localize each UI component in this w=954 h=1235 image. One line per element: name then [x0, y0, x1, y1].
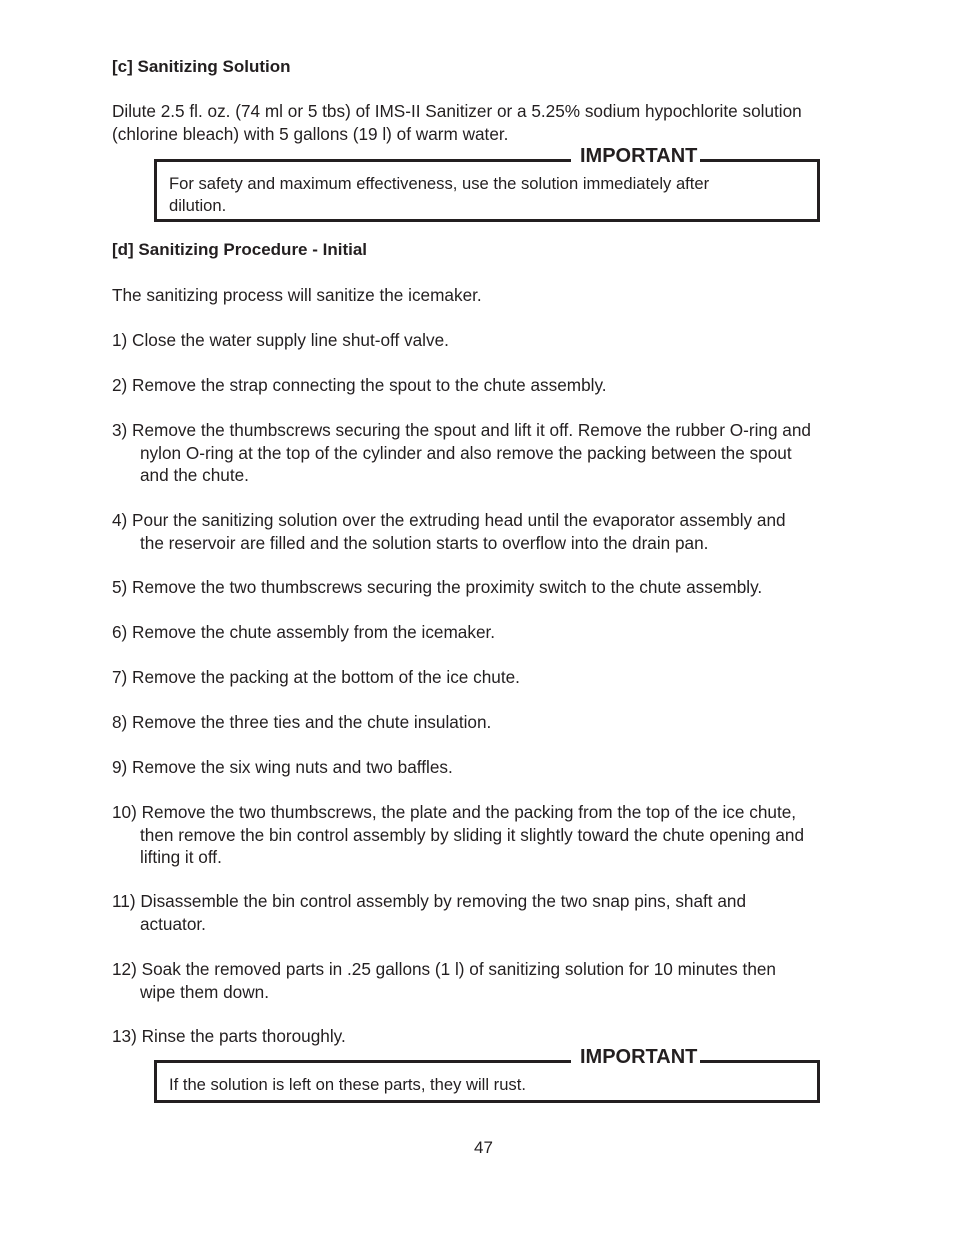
- step-line: 2) Remove the strap connecting the spout to the chute assembly.: [112, 375, 607, 395]
- step-line: and the chute.: [140, 465, 249, 485]
- step-line: 13) Rinse the parts thoroughly.: [112, 1026, 346, 1046]
- section-c-paragraph: [112, 100, 802, 145]
- step-line: 8) Remove the three ties and the chute insulation.: [112, 712, 492, 732]
- step-line: 6) Remove the chute assembly from the icemaker.: [112, 622, 496, 642]
- important-line: For safety and maximum effectiveness, use the solution immediately after: [169, 174, 710, 193]
- step-line: 3) Remove the thumbscrews securing the spout and lift it off. Remove the rubber O-ring and: [112, 420, 811, 440]
- step-line: 11) Disassemble the bin control assembly by removing the two snap pins, shaft and: [112, 891, 747, 911]
- section-c-heading: [c] Sanitizing Solution: [112, 57, 291, 76]
- step-3: [112, 419, 811, 487]
- step-2: [112, 374, 607, 397]
- important-box: [154, 145, 820, 222]
- step-9: [112, 756, 453, 779]
- step-5: [112, 576, 762, 599]
- step-8: [112, 711, 491, 734]
- step-7: [112, 666, 520, 689]
- step-line: nylon O-ring at the top of the cylinder and also remove the packing between the spout: [140, 442, 792, 463]
- important-line: dilution.: [169, 196, 227, 215]
- paragraph-line: Dilute 2.5 fl. oz. (74 ml or 5 tbs) of IMS-II Sanitizer or a 5.25% sodium hypochlorite solution: [112, 101, 802, 121]
- step-line: 1) Close the water supply line shut-off valve.: [112, 330, 449, 350]
- step-4: [112, 509, 786, 554]
- step-line: wipe them down.: [140, 981, 269, 1002]
- important-box: [154, 1046, 820, 1103]
- step-13: [112, 1025, 346, 1048]
- important-title: IMPORTANT: [571, 144, 700, 168]
- step-line: 4) Pour the sanitizing solution over the extruding head until the evaporator assembly and: [112, 510, 786, 530]
- step-line: 10) Remove the two thumbscrews, the plate and the packing from the top of the ice chute,: [112, 802, 797, 822]
- step-1: [112, 329, 449, 352]
- step-12: [112, 958, 776, 1003]
- paragraph-line: (chlorine bleach) with 5 gallons (19 l) of warm water.: [112, 123, 509, 144]
- important-text: [169, 1074, 526, 1096]
- important-text: [169, 173, 709, 217]
- important-line: If the solution is left on these parts, they will rust.: [169, 1075, 526, 1094]
- section-d-intro: The sanitizing process will sanitize the icemaker.: [112, 285, 482, 305]
- important-title: IMPORTANT: [571, 1045, 700, 1069]
- step-line: the reservoir are filled and the solution starts to overflow into the drain pan.: [140, 532, 709, 553]
- section-d-heading: [d] Sanitizing Procedure - Initial: [112, 240, 368, 259]
- page-number: 47: [474, 1138, 493, 1157]
- step-line: 5) Remove the two thumbscrews securing the proximity switch to the chute assembly.: [112, 577, 763, 597]
- step-11: [112, 890, 746, 935]
- step-line: 12) Soak the removed parts in .25 gallons (1 l) of sanitizing solution for 10 minutes then: [112, 959, 776, 979]
- step-6: [112, 621, 495, 644]
- step-10: [112, 801, 804, 869]
- step-line: 9) Remove the six wing nuts and two baffles.: [112, 757, 453, 777]
- step-line: 7) Remove the packing at the bottom of the ice chute.: [112, 667, 520, 687]
- step-line: then remove the bin control assembly by sliding it slightly toward the chute opening and: [140, 824, 805, 845]
- step-line: lifting it off.: [140, 847, 222, 867]
- step-line: actuator.: [140, 913, 206, 934]
